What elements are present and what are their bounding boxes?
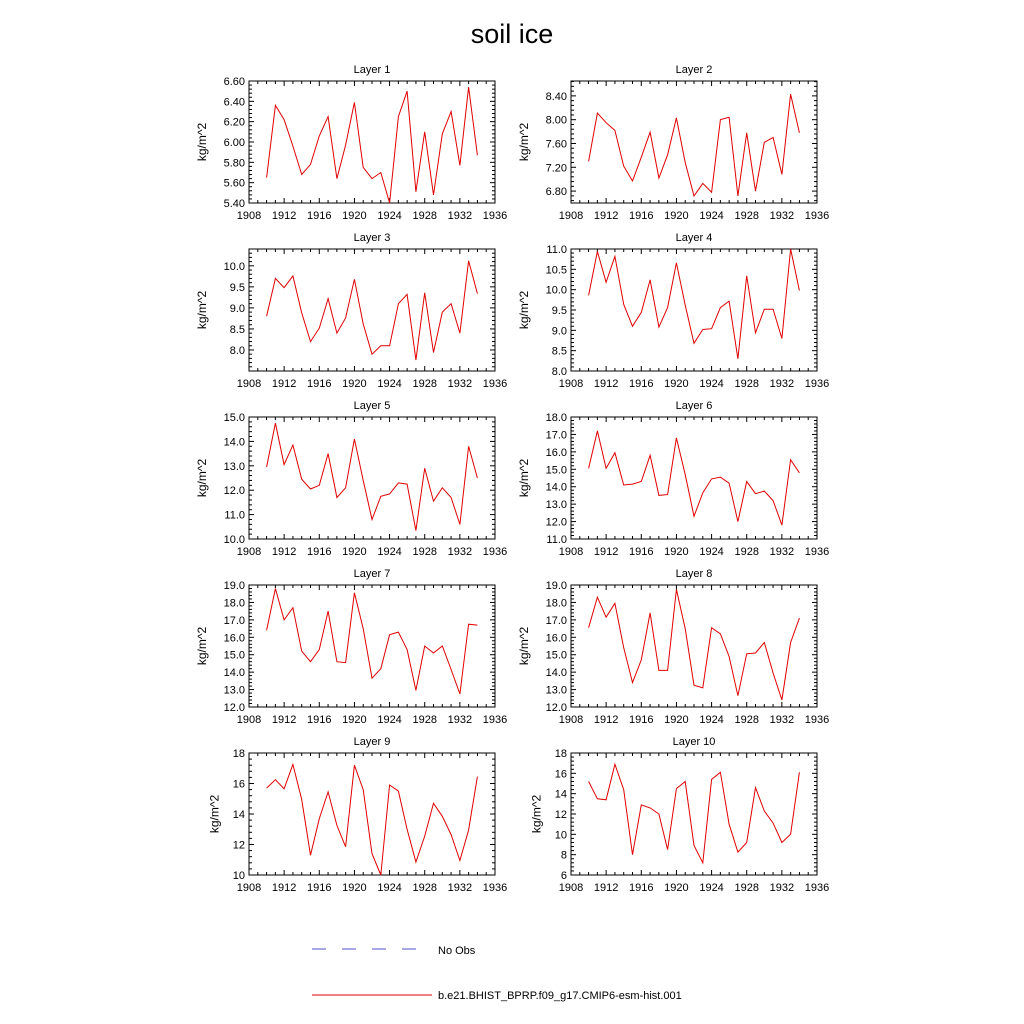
- y-tick-label: 6.20: [223, 116, 245, 129]
- x-tick-label: 1932: [447, 882, 473, 894]
- x-tick-label: 1936: [482, 882, 508, 894]
- y-tick-label: 14.0: [223, 667, 245, 680]
- y-tick-label: 6.80: [545, 186, 567, 199]
- chart-panels: [195, 64, 829, 894]
- y-tick-label: 14: [554, 788, 567, 801]
- y-tick-label: 13.0: [545, 684, 567, 697]
- y-axis-label: kg/m^2: [194, 458, 209, 498]
- y-axis-label: kg/m^2: [516, 626, 531, 666]
- y-tick-label: 12.0: [223, 485, 245, 498]
- x-tick-label: 1928: [734, 882, 759, 894]
- x-tick-label: 1908: [236, 546, 262, 558]
- plot-frame: [571, 249, 817, 371]
- x-tick-label: 1916: [629, 882, 654, 894]
- x-tick-label: 1908: [236, 378, 262, 390]
- y-tick-label: 5.40: [223, 198, 245, 210]
- y-tick-label: 17.0: [545, 614, 567, 627]
- x-tick-label: 1932: [769, 546, 795, 558]
- figure-title: soil ice: [470, 19, 554, 49]
- y-tick-label: 6.40: [223, 96, 245, 109]
- x-tick-label: 1912: [593, 546, 619, 558]
- y-tick-label: 10: [554, 829, 567, 842]
- y-tick-label: 8.5: [551, 345, 567, 358]
- y-tick-label: 18.0: [545, 597, 567, 610]
- x-tick-label: 1916: [307, 210, 332, 222]
- panel-title: Layer 10: [672, 736, 716, 748]
- plot-frame: [571, 753, 817, 875]
- x-tick-label: 1928: [412, 882, 437, 894]
- x-tick-label: 1920: [342, 714, 367, 726]
- y-tick-label: 11.0: [224, 509, 245, 522]
- x-tick-label: 1936: [804, 210, 830, 222]
- x-tick-label: 1936: [482, 714, 508, 726]
- panel-title: Layer 7: [353, 568, 391, 580]
- series-line: [267, 589, 478, 694]
- x-tick-label: 1920: [342, 882, 367, 894]
- y-tick-label: 18: [232, 748, 245, 760]
- x-tick-label: 1924: [699, 714, 724, 726]
- chart-panel: [517, 64, 829, 222]
- x-tick-label: 1912: [271, 210, 297, 222]
- plot-frame: [571, 585, 817, 707]
- y-tick-label: 7.60: [545, 138, 567, 151]
- y-tick-label: 6.60: [223, 76, 245, 88]
- x-tick-label: 1908: [558, 882, 584, 894]
- x-tick-label: 1908: [236, 210, 262, 222]
- x-tick-label: 1928: [412, 714, 437, 726]
- y-tick-label: 5.80: [223, 157, 245, 170]
- y-tick-label: 14.0: [545, 481, 567, 494]
- series-line: [589, 249, 800, 359]
- x-tick-label: 1912: [271, 714, 297, 726]
- y-tick-label: 16: [232, 778, 245, 791]
- x-tick-label: 1924: [699, 882, 724, 894]
- y-tick-label: 14: [232, 809, 245, 821]
- x-tick-label: 1924: [699, 546, 724, 558]
- y-tick-label: 10.0: [223, 260, 245, 273]
- y-tick-label: 17.0: [545, 429, 567, 442]
- y-tick-label: 12: [232, 839, 245, 852]
- x-tick-label: 1924: [699, 378, 724, 390]
- panel-title: Layer 8: [675, 568, 713, 580]
- x-tick-label: 1916: [307, 882, 332, 894]
- chart-panel: [529, 736, 829, 894]
- chart-panel: [517, 400, 829, 558]
- series-line: [589, 764, 800, 863]
- chart-panel: [207, 736, 507, 894]
- y-tick-label: 12.0: [545, 516, 567, 529]
- x-tick-label: 1936: [804, 546, 830, 558]
- y-tick-label: 8: [560, 849, 567, 862]
- x-tick-label: 1932: [447, 210, 473, 222]
- y-tick-label: 6: [560, 870, 567, 882]
- y-tick-label: 17.0: [223, 614, 245, 627]
- chart-panel: [195, 232, 507, 390]
- y-axis-label: kg/m^2: [207, 794, 222, 834]
- y-tick-label: 12.0: [223, 702, 245, 714]
- y-tick-label: 8.0: [229, 344, 245, 357]
- x-tick-label: 1912: [593, 210, 619, 222]
- y-tick-label: 19.0: [545, 580, 567, 592]
- y-axis-label: kg/m^2: [194, 122, 209, 162]
- y-axis-label: kg/m^2: [194, 626, 209, 666]
- y-tick-label: 12: [554, 809, 567, 821]
- x-tick-label: 1932: [769, 882, 795, 894]
- x-tick-label: 1928: [734, 714, 759, 726]
- legend-label-no-obs: No Obs: [438, 945, 476, 957]
- x-tick-label: 1912: [271, 378, 297, 390]
- x-tick-label: 1912: [271, 546, 297, 558]
- y-tick-label: 10.5: [545, 264, 567, 277]
- x-tick-label: 1936: [804, 882, 830, 894]
- y-tick-label: 8.5: [229, 323, 245, 336]
- x-tick-label: 1936: [482, 378, 508, 390]
- x-tick-label: 1908: [236, 714, 262, 726]
- x-tick-label: 1916: [629, 546, 654, 558]
- chart-panel: [195, 400, 507, 558]
- plot-frame: [249, 81, 495, 203]
- y-tick-label: 9.5: [229, 281, 245, 294]
- x-tick-label: 1924: [377, 546, 402, 558]
- y-tick-label: 18.0: [545, 412, 567, 424]
- y-tick-label: 9.0: [229, 302, 245, 315]
- x-tick-label: 1924: [377, 882, 402, 894]
- y-axis-label: kg/m^2: [516, 458, 531, 498]
- x-tick-label: 1920: [342, 546, 367, 558]
- x-tick-label: 1912: [593, 714, 619, 726]
- y-tick-label: 13.0: [223, 460, 245, 473]
- panel-title: Layer 4: [675, 232, 713, 244]
- y-axis-label: kg/m^2: [516, 290, 531, 330]
- x-tick-label: 1916: [307, 378, 332, 390]
- x-tick-label: 1908: [558, 714, 584, 726]
- y-tick-label: 10.0: [545, 284, 567, 297]
- y-tick-label: 16.0: [223, 632, 245, 645]
- y-tick-label: 11.0: [546, 534, 567, 546]
- chart-panel: [517, 568, 829, 726]
- y-tick-label: 10: [232, 870, 245, 882]
- y-tick-label: 19.0: [223, 580, 245, 592]
- x-tick-label: 1928: [734, 210, 759, 222]
- series-line: [267, 764, 478, 875]
- series-line: [267, 87, 478, 203]
- x-tick-label: 1916: [629, 210, 654, 222]
- x-tick-label: 1932: [447, 378, 473, 390]
- x-tick-label: 1916: [629, 378, 654, 390]
- y-tick-label: 8.0: [551, 366, 567, 378]
- x-tick-label: 1928: [734, 546, 759, 558]
- y-tick-label: 15.0: [545, 464, 567, 477]
- x-tick-label: 1928: [734, 378, 759, 390]
- y-axis-label: kg/m^2: [529, 794, 544, 834]
- series-line: [267, 261, 478, 360]
- x-tick-label: 1908: [558, 546, 584, 558]
- series-line: [589, 589, 800, 700]
- x-tick-label: 1908: [236, 882, 262, 894]
- x-tick-label: 1924: [377, 210, 402, 222]
- y-tick-label: 16.0: [545, 446, 567, 459]
- x-tick-label: 1920: [664, 714, 689, 726]
- x-tick-label: 1924: [699, 210, 724, 222]
- panel-title: Layer 2: [675, 64, 713, 76]
- y-tick-label: 16: [554, 768, 567, 781]
- x-tick-label: 1912: [271, 882, 297, 894]
- x-tick-label: 1920: [664, 546, 689, 558]
- y-tick-label: 18.0: [223, 597, 245, 610]
- x-tick-label: 1936: [482, 546, 508, 558]
- x-tick-label: 1932: [769, 714, 795, 726]
- x-tick-label: 1932: [769, 210, 795, 222]
- x-tick-label: 1920: [664, 378, 689, 390]
- x-tick-label: 1908: [558, 378, 584, 390]
- x-tick-label: 1928: [412, 210, 437, 222]
- x-tick-label: 1912: [593, 378, 619, 390]
- x-tick-label: 1936: [804, 714, 830, 726]
- panel-title: Layer 1: [353, 64, 391, 76]
- x-tick-label: 1920: [342, 210, 367, 222]
- x-tick-label: 1924: [377, 714, 402, 726]
- y-tick-label: 8.00: [545, 114, 567, 127]
- x-tick-label: 1916: [629, 714, 654, 726]
- y-tick-label: 9.0: [551, 325, 567, 338]
- y-axis-label: kg/m^2: [194, 290, 209, 330]
- legend-label-model: b.e21.BHIST_BPRP.f09_g17.CMIP6-esm-hist.001: [438, 990, 682, 1002]
- y-tick-label: 7.20: [545, 162, 567, 175]
- x-tick-label: 1916: [307, 546, 332, 558]
- panel-title: Layer 6: [675, 400, 713, 412]
- y-tick-label: 13.0: [545, 499, 567, 512]
- y-tick-label: 8.40: [545, 90, 567, 103]
- y-axis-label: kg/m^2: [516, 122, 531, 162]
- panel-title: Layer 5: [353, 400, 391, 412]
- y-tick-label: 18: [554, 748, 567, 760]
- plot-frame: [571, 81, 817, 203]
- y-tick-label: 16.0: [545, 632, 567, 645]
- legend: [312, 945, 682, 1002]
- y-tick-label: 5.60: [223, 177, 245, 190]
- y-tick-label: 14.0: [545, 667, 567, 680]
- chart-panel: [517, 232, 829, 390]
- x-tick-label: 1932: [447, 546, 473, 558]
- y-tick-label: 12.0: [545, 702, 567, 714]
- chart-panel: [195, 64, 507, 222]
- y-tick-label: 11.0: [546, 244, 567, 256]
- series-line: [589, 431, 800, 525]
- x-tick-label: 1920: [342, 378, 367, 390]
- x-tick-label: 1924: [377, 378, 402, 390]
- x-tick-label: 1912: [593, 882, 619, 894]
- x-tick-label: 1920: [664, 882, 689, 894]
- y-tick-label: 13.0: [223, 684, 245, 697]
- x-tick-label: 1908: [558, 210, 584, 222]
- y-tick-label: 10.0: [223, 534, 245, 546]
- series-line: [589, 94, 800, 196]
- panel-title: Layer 3: [353, 232, 391, 244]
- y-tick-label: 15.0: [223, 412, 245, 424]
- series-line: [267, 423, 478, 530]
- y-tick-label: 9.5: [551, 305, 567, 317]
- x-tick-label: 1932: [769, 378, 795, 390]
- x-tick-label: 1936: [804, 378, 830, 390]
- x-tick-label: 1928: [412, 378, 437, 390]
- x-tick-label: 1936: [482, 210, 508, 222]
- panel-title: Layer 9: [353, 736, 391, 748]
- y-tick-label: 14.0: [223, 436, 245, 449]
- x-tick-label: 1928: [412, 546, 437, 558]
- x-tick-label: 1920: [664, 210, 689, 222]
- y-tick-label: 15.0: [545, 649, 567, 662]
- x-tick-label: 1932: [447, 714, 473, 726]
- y-tick-label: 15.0: [223, 649, 245, 662]
- x-tick-label: 1916: [307, 714, 332, 726]
- chart-panel: [195, 568, 507, 726]
- y-tick-label: 6.00: [223, 137, 245, 149]
